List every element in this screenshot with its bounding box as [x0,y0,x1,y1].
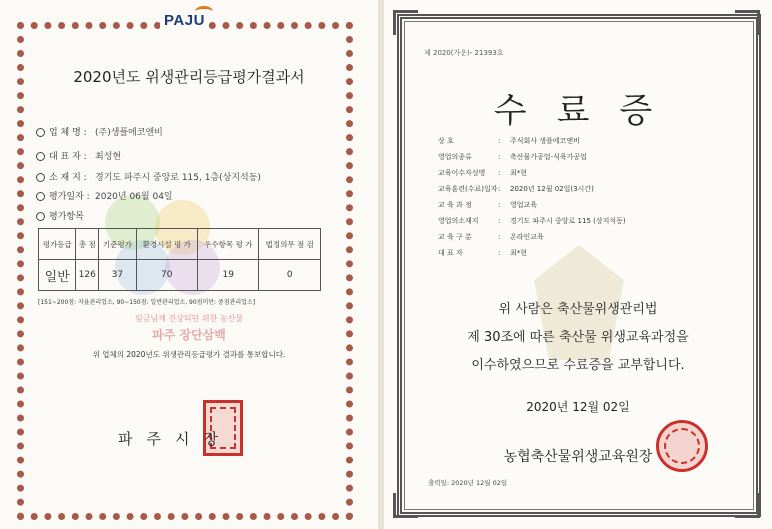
table-cell: 0 [259,260,321,291]
issuer-name: 농협축산물위생교육원장 [503,449,653,465]
right-document-certificate [384,0,772,529]
table-row [39,260,321,291]
notice-text: 위 업체의 2020년도 위생관리등급평가 결과를 통보합니다. [92,350,286,359]
corner-ornament-icon [393,10,418,35]
corner-ornament-icon [735,493,760,518]
field-company: 업 체 명 : (주)생플에코앤비 [36,125,163,138]
table-header: 총 점 [76,229,99,260]
corner-ornament-icon [735,10,760,35]
info-row: 교 육 과 정 : 영업교육 [438,201,538,209]
info-row: 교 육 구 분 : 온라인교육 [438,233,544,241]
certificate-title: 수료증 [493,91,683,131]
body-text-line: 제 30조에 따른 축산물 위생교육과정을 [467,330,689,345]
table-header: 우수항목 평 가 [198,229,259,260]
certificate-date: 2020년 12월 02일 [526,400,630,414]
field-evaluation-date: 평가일자 : 2020년 06월 04일 [36,189,173,202]
info-row: 교육훈련(수료)일자: 2020년 12월 02일(3시간) [438,185,594,193]
table-header: 법정의무 점 검 [259,229,321,260]
table-cell: 126 [76,260,99,291]
certificate-number: 제 2020(가운)- 21393호 [424,49,504,57]
field-address: 소 재 지 : 경기도 파주시 중앙로 115, 1층(상지석동) [36,170,261,183]
field-evaluation-items: 평가항목 [36,209,95,222]
field-representative: 대 표 자 : 최성현 [36,149,121,162]
table-header: 평가등급 [39,229,76,260]
body-text-line: 이수하였으므로 수료증을 교부합니다. [471,358,685,373]
table-header: 기준평가 [99,229,136,260]
table-header-row [39,229,321,260]
left-document-inspection-result [0,0,378,529]
issuer-name: 파주시장 [118,430,232,448]
info-row: 영업의소재지 : 경기도 파주시 중앙로 115 (상지석동) [438,217,626,225]
paju-logo: PAJU [160,12,209,29]
page-title: 2020년도 위생관리등급평가결과서 [73,68,305,86]
grade-legend: [151~200점: 자율관리업소, 90~150점: 일반관리업소, 90점미만: 중점관리업소] [38,299,256,306]
table-cell: 일반 [39,260,76,291]
info-row: 대 표 자 : 최*현 [438,249,528,257]
info-row: 교육이수자성명 : 최*현 [438,169,528,177]
table-cell: 19 [198,260,259,291]
slogan-title: 파주 장단삼백 [152,328,226,342]
corner-ornament-icon [393,493,418,518]
body-text-line: 위 사람은 축산물위생관리법 [498,302,658,317]
table-cell: 70 [136,260,197,291]
table-cell: 37 [99,260,136,291]
print-date: 출력일: 2020년 12월 02일 [428,479,508,487]
info-row: 영업의종류 : 축산물가공업-식육가공업 [438,153,587,161]
info-row: 상 호 : 주식회사 생플에코앤비 [438,137,580,145]
table-header: 환경시설 평 가 [136,229,197,260]
slogan-line: 임금님께 진상되던 위한 농산물 [134,314,244,323]
grade-table [38,228,321,291]
